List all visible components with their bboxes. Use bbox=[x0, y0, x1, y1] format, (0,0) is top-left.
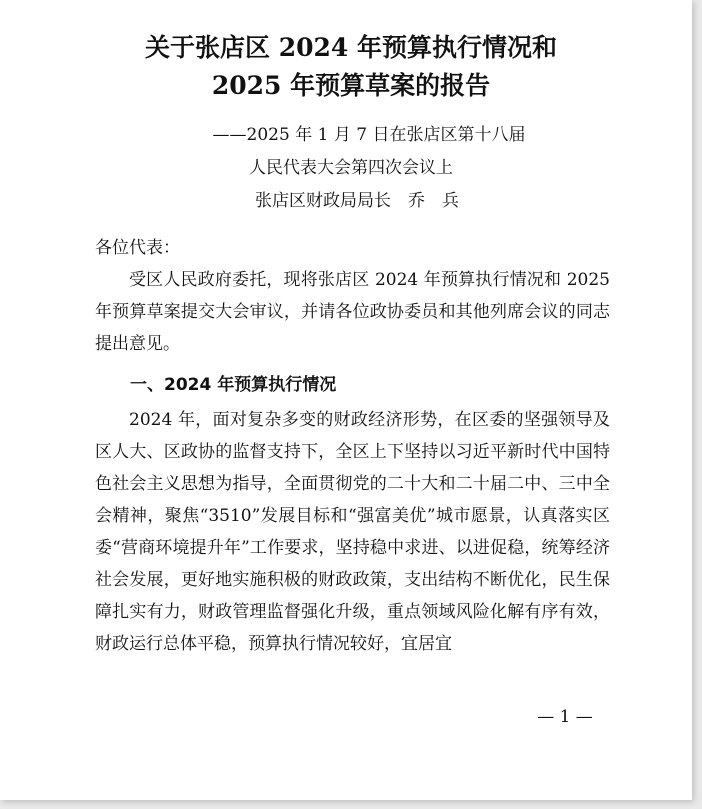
subtitle-congress: 人民代表大会第四次会议上 bbox=[249, 158, 453, 178]
body-paragraph: 2024 年，面对复杂多变的财政经济形势，在区委的坚强领导及区人大、区政协的监督支持下，全区上下坚持以习近平新时代中国特色社会主义思想为指导，全面贯彻党的二十大和二十届二中、三中全会精神，聚焦“3510”发展目标和“强富美优”城市愿景，认真落实区委“营商环境提升年”工作要求，坚持稳中求进、以进促稳，统筹经济社会发展，更好地实施积极的财政政策，支出结构不断优化，民生保障扎实有力，财政管理监督强化升级，重点领域风险化解有序有效，财政运行总体平稳，预算执行情况较好，宜居宜 bbox=[95, 410, 610, 654]
report-title-line-1: 关于张店区 2024 年预算执行情况和 bbox=[145, 33, 557, 62]
subtitle-date-session: ——2025 年 1 月 7 日在张店区第十八届 bbox=[212, 125, 526, 145]
page-number: — 1 — bbox=[537, 707, 593, 727]
salutation: 各位代表： bbox=[95, 238, 180, 258]
subtitle-speaker: 张店区财政局局长 乔 兵 bbox=[255, 191, 459, 211]
report-title-line-2: 2025 年预算草案的报告 bbox=[211, 71, 491, 100]
intro-paragraph: 受区人民政府委托，现将张店区 2024 年预算执行情况和 2025 年预算草案提交大会审议，并请各位政协委员和其他列席会议的同志提出意见。 bbox=[95, 270, 610, 354]
section-heading: 一、2024 年预算执行情况 bbox=[130, 375, 337, 395]
